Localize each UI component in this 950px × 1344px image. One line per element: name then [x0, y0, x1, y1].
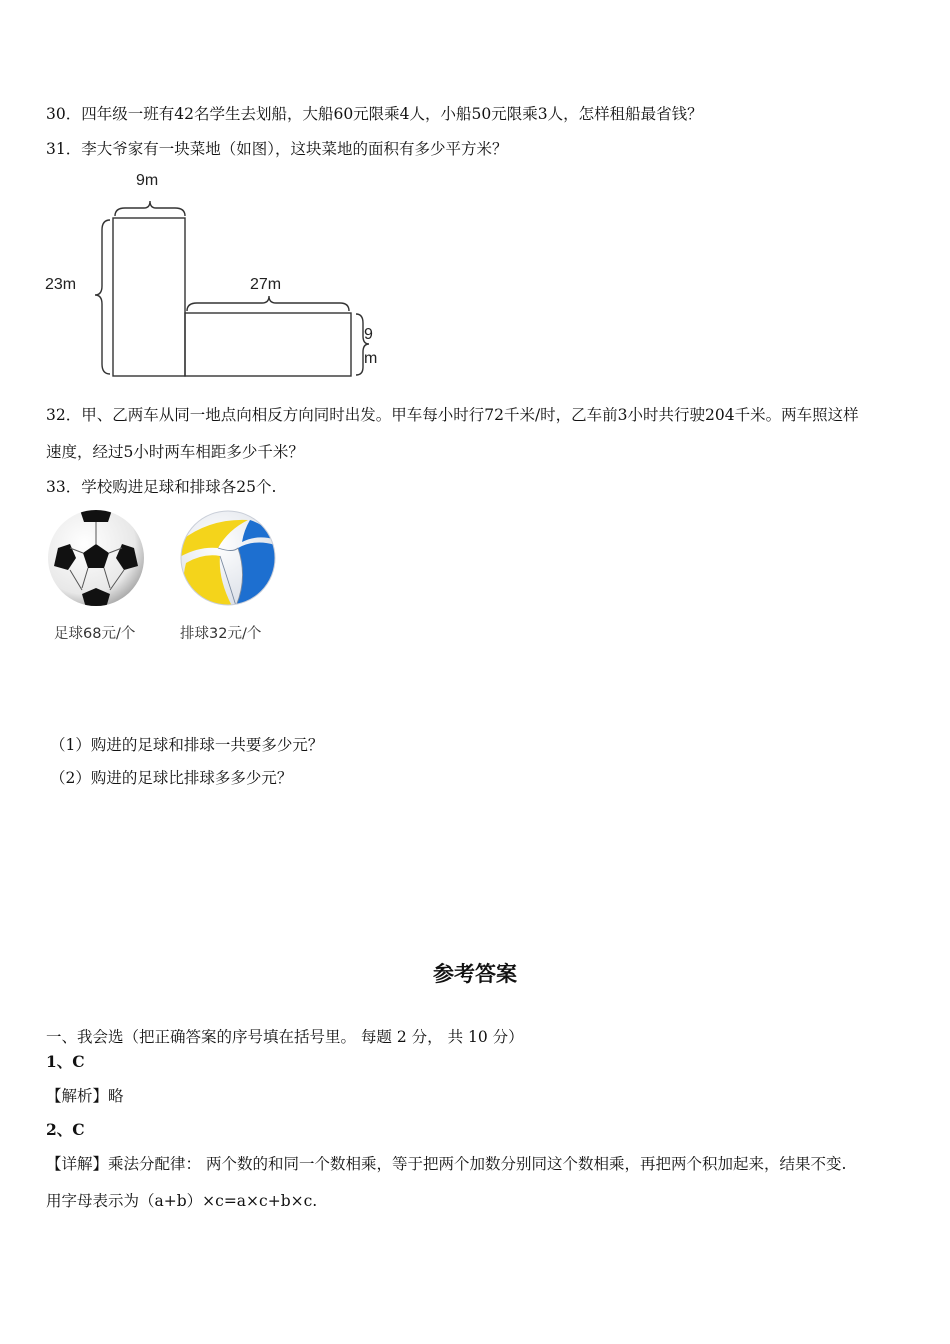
question-text: 学校购进足球和排球各25个. — [81, 478, 277, 496]
question-number: 33． — [46, 478, 82, 496]
answer-2-note — [46, 1152, 846, 1174]
question-32-line2: 速度，经过5小时两车相距多少千米？ — [46, 443, 304, 461]
question-31 — [46, 137, 508, 159]
label-right-height-a: 9 — [364, 326, 373, 343]
sub-question-2: （2）购进的足球比排球多多少元？ — [50, 769, 293, 787]
answer-2-value: 2、C — [46, 1120, 85, 1139]
note-tag: 【解析】 — [46, 1087, 109, 1105]
question-text: 李大爷家有一块菜地（如图），这块菜地的面积有多少平方米？ — [81, 140, 508, 158]
wide-rect — [185, 313, 351, 376]
answer-2 — [46, 1118, 85, 1140]
question-33 — [46, 475, 276, 497]
question-number: 31． — [46, 140, 82, 158]
answer-1 — [46, 1050, 85, 1072]
question-32-line1 — [46, 403, 859, 425]
question-number: 32． — [46, 406, 82, 424]
question-number: 30． — [46, 105, 82, 123]
section-heading: 一、我会选（把正确答案的序号填在括号里。 每题 2 分， 共 10 分） — [46, 1028, 524, 1046]
answer-key-title: 参考答案 — [433, 961, 517, 986]
soccer-price-caption: 足球68元/个 — [54, 626, 136, 642]
question-30 — [46, 102, 703, 124]
tall-rect — [113, 218, 185, 376]
brace-top — [115, 201, 185, 216]
label-left-height: 23m — [45, 276, 77, 293]
answer-1-value: 1、C — [46, 1052, 85, 1071]
question-text: 甲、乙两车从同一地点向相反方向同时出发。甲车每小时行72千米/时，乙车前3小时共行驶204千米。两车照这样 — [81, 406, 859, 424]
field-shape — [40, 168, 400, 384]
soccer-ball-icon — [46, 508, 146, 608]
field-diagram — [40, 168, 400, 384]
sub-question-1: （1）购进的足球和排球一共要多少元？ — [50, 736, 324, 754]
answer-1-note — [46, 1084, 124, 1106]
volleyball-icon — [178, 508, 278, 608]
brace-left — [95, 220, 110, 374]
note-text: 略 — [108, 1087, 124, 1105]
note-text: 乘法分配律： 两个数的和同一个数相乘，等于把两个加数分别同这个数相乘，再把两个积加起来，结果不变. — [108, 1155, 847, 1173]
brace-right-top — [187, 296, 349, 311]
note-tag: 【详解】 — [46, 1155, 109, 1173]
answer-2-formula: 用字母表示为（a+b）×c=a×c+b×c. — [46, 1192, 318, 1210]
label-right-height-b: m — [364, 350, 378, 367]
volleyball-price-caption: 排球32元/个 — [180, 626, 262, 642]
question-text: 四年级一班有42名学生去划船，大船60元限乘4人，小船50元限乘3人，怎样租船最省钱？ — [81, 105, 703, 123]
label-top-width: 9m — [136, 172, 159, 189]
label-right-width: 27m — [250, 276, 282, 293]
